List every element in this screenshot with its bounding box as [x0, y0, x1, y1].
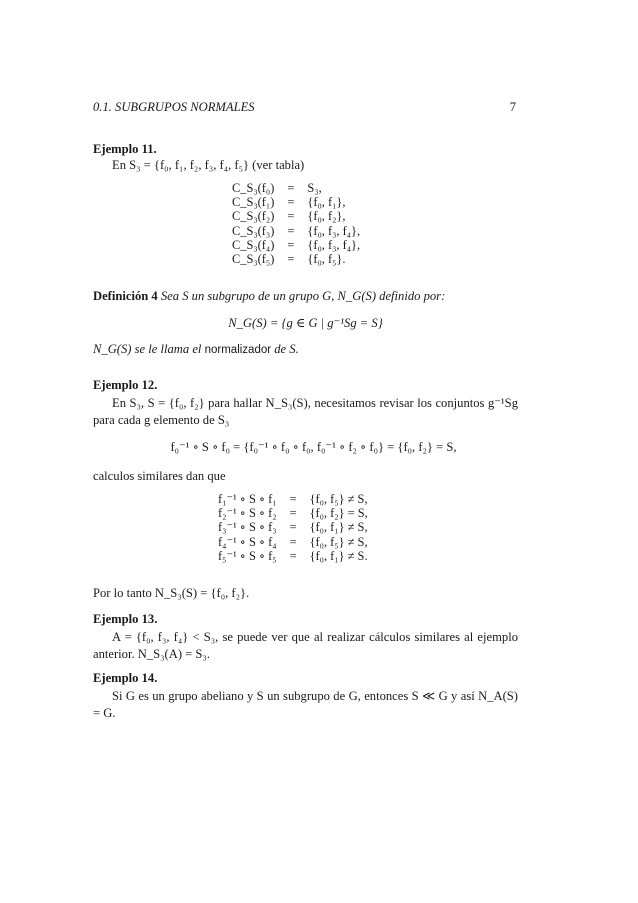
definition-label: Definición 4: [93, 289, 158, 303]
centralizer-table: [232, 181, 360, 266]
equation-lhs: C_S₃(f₅): [232, 252, 275, 267]
example-11-intro: En S₃ = {f₀, f₁, f₂, f₃, f₄, f₅} (ver tabla): [112, 158, 305, 172]
equation-row: [232, 238, 360, 252]
example-13-title: Ejemplo 13.: [93, 612, 158, 626]
equation-rel: =: [287, 223, 295, 238]
equation-lhs: f₂⁻¹ ∘ S ∘ f₂: [218, 506, 277, 521]
equation-lhs: C_S₃(f₀): [232, 181, 275, 195]
normalizer-term: normalizador: [204, 344, 272, 356]
equation-lhs: C_S₃(f₃): [232, 223, 275, 238]
example-12-followup: calculos similares dan que: [93, 469, 226, 483]
equation-lhs: C_S₃(f₁): [232, 195, 275, 210]
equation-rhs: {f₀, f₁},: [307, 195, 346, 210]
example-14-title: Ejemplo 14.: [93, 671, 158, 685]
equation-rhs: {f₀, f₃, f₄},: [307, 223, 361, 238]
example-11-title: Ejemplo 11.: [93, 142, 157, 156]
equation-lhs: C_S₃(f₄): [232, 237, 275, 252]
equation-row: [218, 535, 368, 549]
equation-row: [232, 224, 360, 238]
page-number: 7: [509, 100, 516, 114]
equation-rhs: {f₀, f₁} ≠ S,: [309, 520, 368, 535]
equation-rel: =: [287, 209, 295, 224]
equation-row: [232, 209, 360, 223]
example-12-text: En S₃, S = {f₀, f₂} para hallar N_S₃(S), necesitamos revisar los conjuntos g⁻¹Sg para cada g elemento de S₃: [93, 396, 518, 427]
equation-lhs: C_S₃(f₂): [232, 209, 275, 224]
equation-lhs: f₃⁻¹ ∘ S ∘ f₃: [218, 520, 277, 535]
equation-lhs: f₅⁻¹ ∘ S ∘ f₅: [218, 548, 277, 563]
equation-rel: =: [289, 520, 297, 535]
equation-lhs: f₁⁻¹ ∘ S ∘ f₁: [218, 492, 277, 506]
equation-rel: =: [289, 548, 297, 563]
note-pre: N_G(S) se le llama el: [93, 342, 202, 356]
equation-rel: =: [289, 534, 297, 549]
equation-rhs: {f₀, f₃, f₄},: [307, 237, 361, 252]
equation-row: [218, 549, 368, 563]
equation-row: [218, 492, 368, 506]
example-12-conclusion: Por lo tanto N_S₃(S) = {f₀, f₂}.: [93, 586, 250, 600]
equation-row: [232, 195, 360, 209]
running-header: 0.1. SUBGRUPOS NORMALES: [93, 100, 255, 114]
equation-rhs: {f₀, f₅}.: [307, 252, 346, 267]
equation-rhs: {f₀, f₁} ≠ S.: [309, 548, 368, 563]
equation-rel: =: [289, 492, 297, 506]
equation-row: [218, 506, 368, 520]
equation-row: [232, 252, 360, 266]
equation-rel: =: [287, 181, 295, 195]
example-14-text: Si G es un grupo abeliano y S un subgrupo de G, entonces S ≪ G y así N_A(S) = G.: [93, 689, 518, 720]
definition-4: [93, 288, 518, 304]
equation-rhs: S₃,: [307, 181, 322, 195]
equation-row: [232, 181, 360, 195]
note-post: de S.: [274, 342, 299, 356]
equation-rhs: {f₀, f₅} ≠ S,: [309, 492, 368, 506]
definition-text: Sea S un subgrupo de un grupo G, N_G(S) definido por:: [160, 289, 446, 303]
equation-rel: =: [287, 252, 295, 267]
definition-note: [93, 341, 518, 358]
equation-rel: =: [287, 195, 295, 210]
example-12-title: Ejemplo 12.: [93, 378, 158, 392]
equation-rhs: {f₀, f₅} ≠ S,: [309, 534, 368, 549]
equation-rel: =: [289, 506, 297, 521]
equation-rhs: {f₀, f₂},: [307, 209, 346, 224]
equation-row: [218, 520, 368, 534]
equation-rhs: {f₀, f₂} = S,: [309, 506, 368, 521]
equation-rel: =: [287, 237, 295, 252]
example-13-text: A = {f₀, f₃, f₄} < S₃, se puede ver que al realizar cálculos similares al ejemplo anterior. N_S₃(A) = S₃.: [93, 630, 518, 661]
example-12-formula: f₀⁻¹ ∘ S ∘ f₀ = {f₀⁻¹ ∘ f₀ ∘ f₀, f₀⁻¹ ∘ f₂ ∘ f₀} = {f₀, f₂} = S,: [170, 440, 457, 454]
equation-lhs: f₄⁻¹ ∘ S ∘ f₄: [218, 534, 277, 549]
normalizer-formula: N_G(S) = {g ∈ G | g⁻¹Sg = S}: [228, 316, 383, 330]
conjugates-table: [218, 492, 368, 563]
